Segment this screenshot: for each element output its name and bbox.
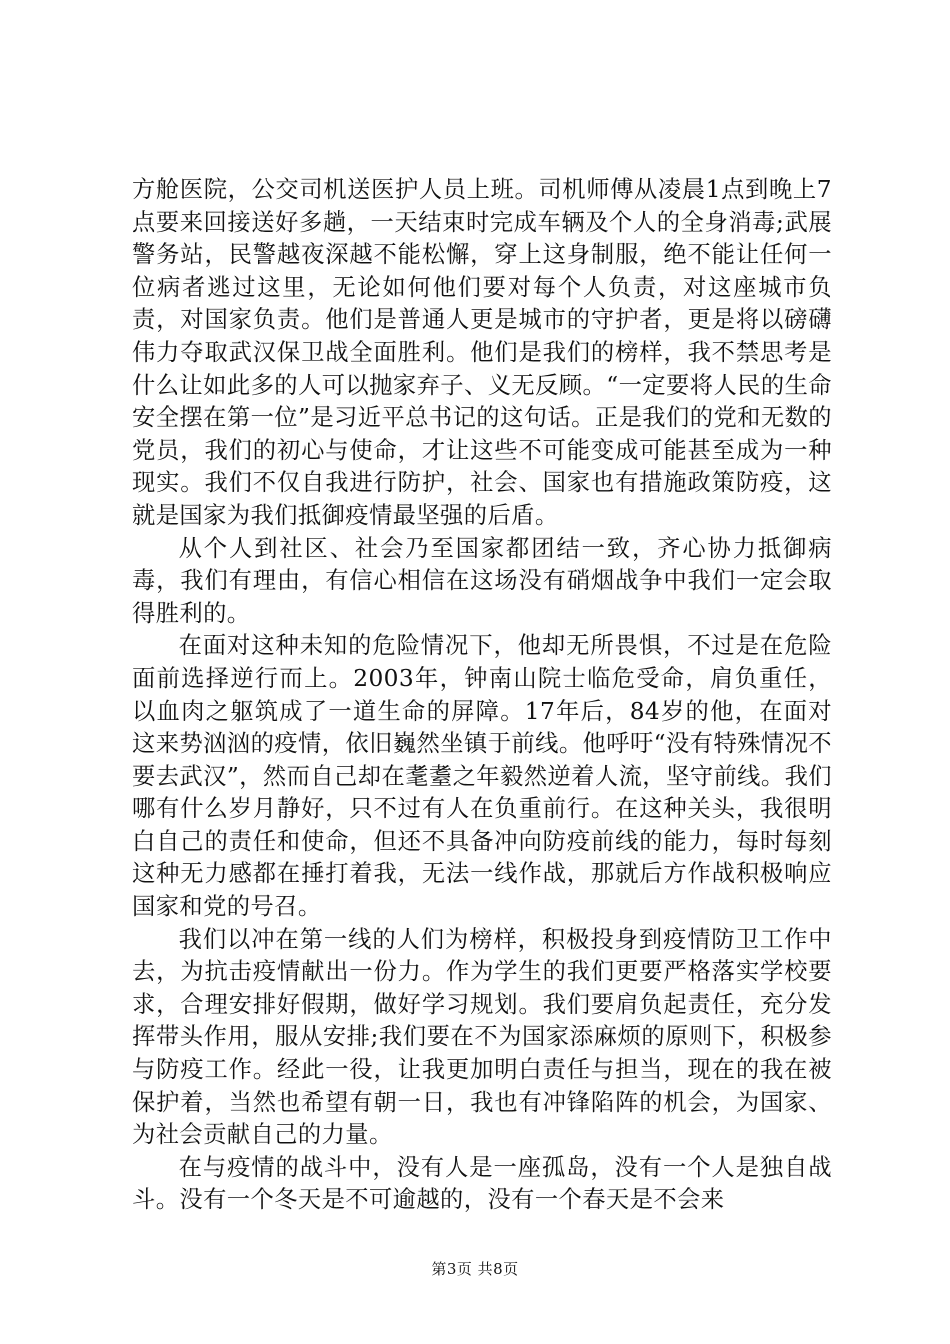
paragraph-5: 在与疫情的战斗中，没有人是一座孤岛，没有一个人是独自战斗。没有一个冬天是不可逾越的，没有一个春天是不会来 — [132, 1153, 832, 1214]
paragraph-4: 我们以冲在第一线的人们为榜样，积极投身到疫情防卫工作中去，为抗击疫情献出一份力。作为学生的我们更要严格落实学校要求，合理安排好假期，做好学习规划。我们要肩负起责任，充分发挥带头作用，服从安排;我们要在不为国家添麻烦的原则下，积极参与防疫工作。经此一役，让我更加明白责任与担当，现在的我在被保护着，当然也希望有朝一日，我也有冲锋陷阵的机会，为国家、为社会贡献自己的力量。 — [132, 925, 832, 1149]
body-text — [132, 174, 832, 1217]
paragraph-3: 在面对这种未知的危险情况下，他却无所畏惧，不过是在危险面前选择逆行而上。2003年，钟南山院士临危受命，肩负重任，以血肉之躯筑成了一道生命的屏障。17年后，84岁的他，在面对这来势汹汹的疫情，依旧巍然坐镇于前线。他呼吁“没有特殊情况不要去武汉”，然而自己却在耄耋之年毅然逆着人流，坚守前线。我们哪有什么岁月静好，只不过有人在负重前行。在这种关头，我很明白自己的责任和使命，但还不具备冲向防疫前线的能力，每时每刻这种无力感都在捶打着我，无法一线作战，那就后方作战积极响应国家和党的号召。 — [132, 632, 832, 921]
page-number-footer: 第3页 共8页 — [431, 1260, 519, 1278]
paragraph-2: 从个人到社区、社会乃至国家都团结一致，齐心协力抵御病毒，我们有理由，有信心相信在这场没有硝烟战争中我们一定会取得胜利的。 — [132, 534, 832, 627]
paragraph-1: 方舱医院，公交司机送医护人员上班。司机师傅从凌晨1点到晚上7点要来回接送好多趟，一天结束时完成车辆及个人的全身消毒;武展警务站，民警越夜深越不能松懈，穿上这身制服，绝不能让任何一位病者逃过这里，无论如何他们要对每个人负责，对这座城市负责，对国家负责。他们是普通人更是城市的守护者，更是将以磅礴伟力夺取武汉保卫战全面胜利。他们是我们的榜样，我不禁思考是什么让如此多的人可以抛家弃子、义无反顾。“一定要将人民的生命安全摆在第一位”是习近平总书记的这句话。正是我们的党和无数的党员，我们的初心与使命，才让这些不可能变成可能甚至成为一种现实。我们不仅自我进行防护，社会、国家也有措施政策防疫，这就是国家为我们抵御疫情最坚强的后盾。 — [132, 176, 832, 529]
